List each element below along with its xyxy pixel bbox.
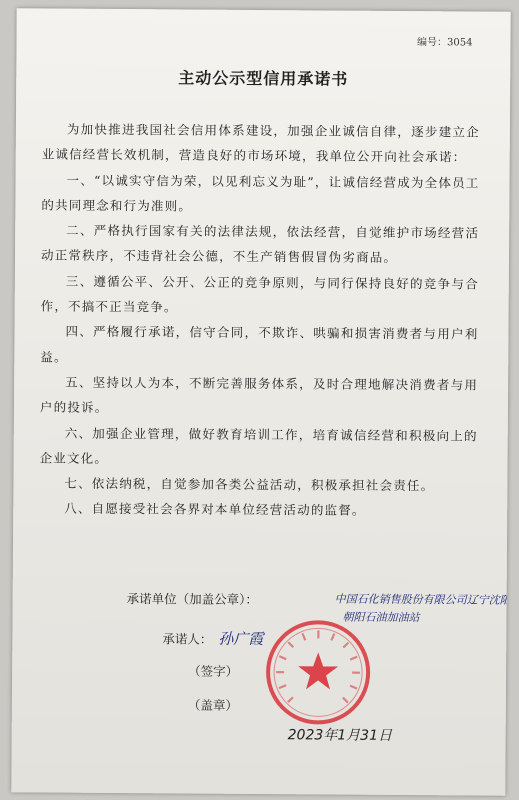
document-page — [11, 8, 510, 795]
paragraph-2: 二、严格执行国家有关的法律法规，依法经营，自觉维护市场经营活动正常秩序，不违背社会公德，不生产销售假冒伪劣商品。 — [40, 222, 480, 266]
serial-number: 编号：3054 — [417, 37, 473, 49]
unit-name-line1: 中国石化销售股份有限公司辽宁沈阳 — [334, 592, 511, 607]
seal-star-icon — [298, 652, 338, 689]
paragraph-7: 七、依法纳税，自觉参加各类公益活动，积极承担社会责任。 — [64, 475, 435, 494]
sign-label: （签字） — [188, 663, 239, 679]
paragraph-3: 三、遵循公平、公开、公正的竞争原则，与同行保持良好的竞争与合作，不搞不正当竞争。 — [40, 273, 479, 315]
paragraph-4: 四、严格履行承诺，信守合同，不欺诈、哄骗和损害消费者与用户利益。 — [40, 324, 479, 365]
paragraph-intro: 为加快推进我国社会信用体系建设，加强企业诚信自律，逐步建立企业诚信经营长效机制，营造良好的市场环境，我单位公开向社会承诺： — [41, 121, 480, 165]
signature-block — [11, 588, 511, 791]
unit-label: 承诺单位（加盖公章）： — [126, 591, 258, 607]
seal-label: （盖章） — [187, 697, 238, 713]
page-title: 主动公示型信用承诺书 — [178, 68, 349, 89]
person-signature: 孙广霞 — [218, 629, 264, 649]
paragraph-5: 五、坚持以人为本，不断完善服务体系，及时合理地解决消费者与用户的投诉。 — [39, 374, 479, 416]
person-label: 承诺人： — [162, 631, 213, 647]
company-seal — [264, 618, 373, 727]
document-body — [39, 116, 480, 524]
sign-date: 2023年1月31日 — [287, 727, 393, 744]
paragraph-1: 一、“以诚实守信为荣，以见利忘义为耻”，让诚信经营成为全体员工的共同理念和行为准则。 — [41, 172, 480, 214]
unit-name-line2: 朝阳石油加油站 — [342, 610, 420, 625]
paragraph-8: 八、自愿接受社会各界对本单位经营活动的监督。 — [64, 501, 366, 519]
paragraph-6: 六、加强企业管理，做好教育培训工作，培育诚信经营和积极向上的企业文化。 — [39, 425, 478, 466]
